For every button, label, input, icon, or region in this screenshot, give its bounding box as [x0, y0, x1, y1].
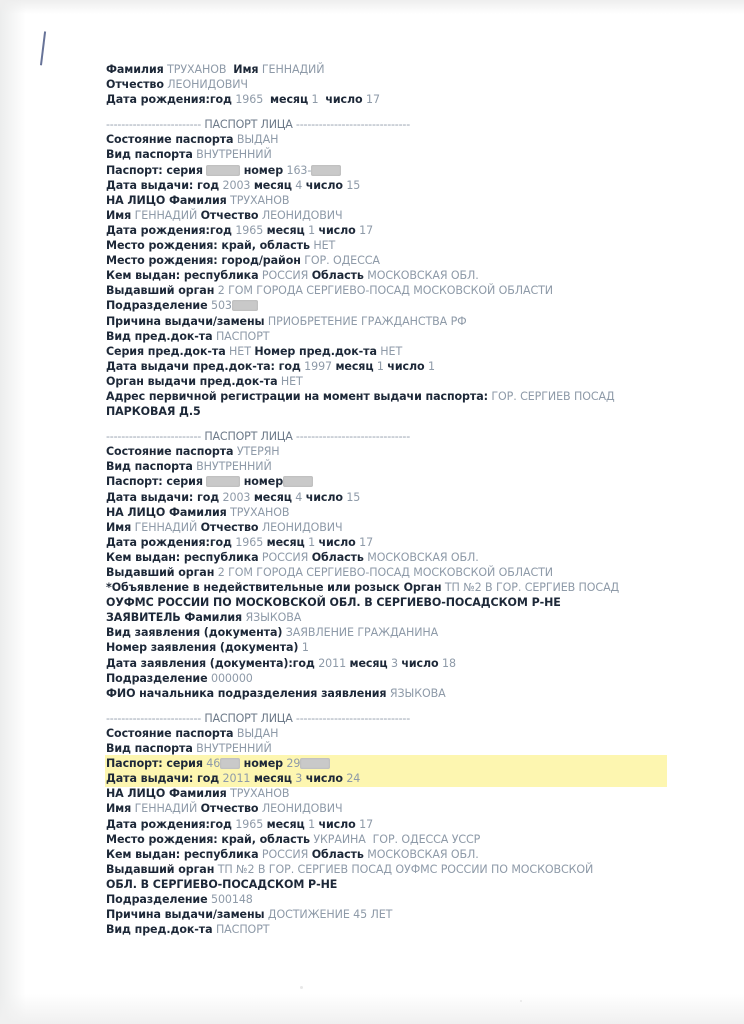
document-text-body: [106, 62, 666, 937]
section-3-row-13: Причина выдачи/замены ДОСТИЖЕНИЕ 45 ЛЕТ: [106, 908, 393, 922]
scan-speck: [520, 1000, 522, 1002]
section-1-row-10: Кем выдан: республика РОССИЯ Область МОСКОВСКАЯ ОБЛ.: [106, 269, 479, 283]
section-1-row-18: Адрес первичной регистрации на момент выдачи паспорта: ГОР. СЕРГИЕВ ПОСАД: [106, 389, 615, 403]
section-3-row-4: Дата выдачи: год 2011 месяц 3 число 24: [106, 771, 666, 786]
section-1-row-1: Состояние паспорта ВЫДАН: [106, 133, 279, 147]
section-separator-3: ------------------------- ПАСПОРТ ЛИЦА ------------------------------: [106, 711, 411, 725]
section-3-row-9: Кем выдан: республика РОССИЯ Область МОСКОВСКАЯ ОБЛ.: [106, 847, 479, 861]
header-line-birthdate: Дата рождения:год 1965 месяц 1 число 17: [106, 93, 380, 107]
section-1-row-17: Орган выдачи пред.док-та НЕТ: [106, 374, 303, 388]
redaction-box: [232, 300, 258, 311]
section-1-row-9: Место рождения: город/район ГОР. ОДЕССА: [106, 254, 380, 268]
handwritten-pen-mark: [40, 31, 56, 66]
section-2-row-16: Подразделение 000000: [106, 671, 253, 685]
redaction-box: [300, 758, 330, 769]
section-3-row-1: Состояние паспорта ВЫДАН: [106, 726, 279, 740]
scan-edge-shadow-bottom: [0, 994, 744, 1024]
section-2-row-9: Выдавший орган 2 ГОМ ГОРОДА СЕРГИЕВО-ПОСАД МОСКОВСКОЙ ОБЛАСТИ: [106, 566, 553, 579]
section-1-row-13: Причина выдачи/замены ПРИОБРЕТЕНИЕ ГРАЖДАНСТВА РФ: [106, 314, 467, 328]
header-line-patronymic: Отчество ЛЕОНИДОВИЧ: [106, 78, 248, 92]
section-spacer: [106, 107, 666, 117]
section-1-row-11: Выдавший орган 2 ГОМ ГОРОДА СЕРГИЕВО-ПОСАД МОСКОВСКОЙ ОБЛАСТИ: [106, 284, 553, 298]
section-1-row-3: Паспорт: серия номер 163-: [106, 163, 666, 178]
header-line-surname-name: Фамилия ТРУХАНОВ Имя ГЕННАДИЙ: [106, 63, 325, 76]
scan-edge-shadow-top: [0, 0, 744, 14]
scan-speck: [300, 986, 303, 989]
section-2-row-6: Имя ГЕННАДИЙ Отчество ЛЕОНИДОВИЧ: [106, 520, 343, 534]
redaction-box: [283, 476, 313, 487]
section-2-row-7: Дата рождения:год 1965 месяц 1 число 17: [106, 535, 374, 549]
section-1-row-8: Место рождения: край, область НЕТ: [106, 239, 336, 253]
section-2-row-11: ОУФМС РОССИИ ПО МОСКОВСКОЙ ОБЛ. В СЕРГИЕВО-ПОСАДСКОМ Р-НЕ: [106, 596, 561, 610]
section-2-row-14: Номер заявления (документа) 1: [106, 641, 309, 655]
redaction-box: [311, 165, 341, 176]
section-spacer: [106, 419, 666, 429]
section-3-row-11: ОБЛ. В СЕРГИЕВО-ПОСАДСКОМ Р-НЕ: [106, 877, 338, 891]
redaction-box: [206, 476, 240, 487]
section-1-row-5: НА ЛИЦО Фамилия ТРУХАНОВ: [106, 193, 290, 207]
section-1-row-14: Вид пред.док-та ПАСПОРТ: [106, 329, 270, 343]
section-1-row-4: Дата выдачи: год 2003 месяц 4 число 15: [106, 178, 361, 192]
section-spacer: [106, 701, 666, 711]
section-1-row-12: Подразделение 503: [106, 298, 666, 313]
section-1-row-6: Имя ГЕННАДИЙ Отчество ЛЕОНИДОВИЧ: [106, 208, 343, 222]
section-3-row-3: Паспорт: серия 46 номер 29: [106, 756, 666, 771]
section-separator-1: ------------------------- ПАСПОРТ ЛИЦА ------------------------------: [106, 118, 411, 132]
section-2-row-4: Дата выдачи: год 2003 месяц 4 число 15: [106, 490, 361, 504]
section-3-row-8: Место рождения: край, область УКРАИНА ГОР. ОДЕССА УССР: [106, 832, 481, 846]
section-1-row-7: Дата рождения:год 1965 месяц 1 число 17: [106, 223, 374, 237]
section-3-row-6: Имя ГЕННАДИЙ Отчество ЛЕОНИДОВИЧ: [106, 802, 343, 816]
section-2-row-5: НА ЛИЦО Фамилия ТРУХАНОВ: [106, 505, 290, 519]
section-3-row-10: Выдавший орган ТП №2 В ГОР. СЕРГИЕВ ПОСАД ОУФМС РОССИИ ПО МОСКОВСКОЙ: [106, 862, 594, 876]
section-2-row-12: ЗАЯВИТЕЛЬ Фамилия ЯЗЫКОВА: [106, 611, 302, 625]
scan-edge-shadow-left: [0, 0, 26, 1024]
section-3-row-14: Вид пред.док-та ПАСПОРТ: [106, 923, 270, 937]
section-2-row-15: Дата заявления (документа):год 2011 месяц 3 число 18: [106, 656, 456, 670]
section-1-row-15: Серия пред.док-та НЕТ Номер пред.док-та НЕТ: [106, 344, 403, 358]
section-3-row-2: Вид паспорта ВНУТРЕННИЙ: [106, 742, 272, 756]
section-2-row-1: Состояние паспорта УТЕРЯН: [106, 445, 280, 459]
section-2-row-2: Вид паспорта ВНУТРЕННИЙ: [106, 460, 272, 474]
section-2-row-17: ФИО начальника подразделения заявления ЯЗЫКОВА: [106, 686, 446, 700]
section-3-row-12: Подразделение 500148: [106, 892, 253, 906]
section-3-row-5: НА ЛИЦО Фамилия ТРУХАНОВ: [106, 787, 290, 801]
section-3-row-7: Дата рождения:год 1965 месяц 1 число 17: [106, 817, 374, 831]
section-2-row-10: *Объявление в недействительные или розыск Орган ТП №2 В ГОР. СЕРГИЕВ ПОСАД: [106, 581, 620, 595]
redaction-box: [220, 758, 240, 769]
section-2-row-3: Паспорт: серия номер: [106, 474, 666, 489]
section-2-row-8: Кем выдан: республика РОССИЯ Область МОСКОВСКАЯ ОБЛ.: [106, 550, 479, 564]
section-1-row-19: ПАРКОВАЯ Д.5: [106, 405, 201, 419]
section-1-row-2: Вид паспорта ВНУТРЕННИЙ: [106, 148, 272, 162]
section-separator-2: ------------------------- ПАСПОРТ ЛИЦА ------------------------------: [106, 430, 411, 444]
section-2-row-13: Вид заявления (документа) ЗАЯВЛЕНИЕ ГРАЖДАНИНА: [106, 626, 439, 640]
section-1-row-16: Дата выдачи пред.док-та: год 1997 месяц 1 число 1: [106, 359, 435, 373]
redaction-box: [206, 165, 240, 176]
